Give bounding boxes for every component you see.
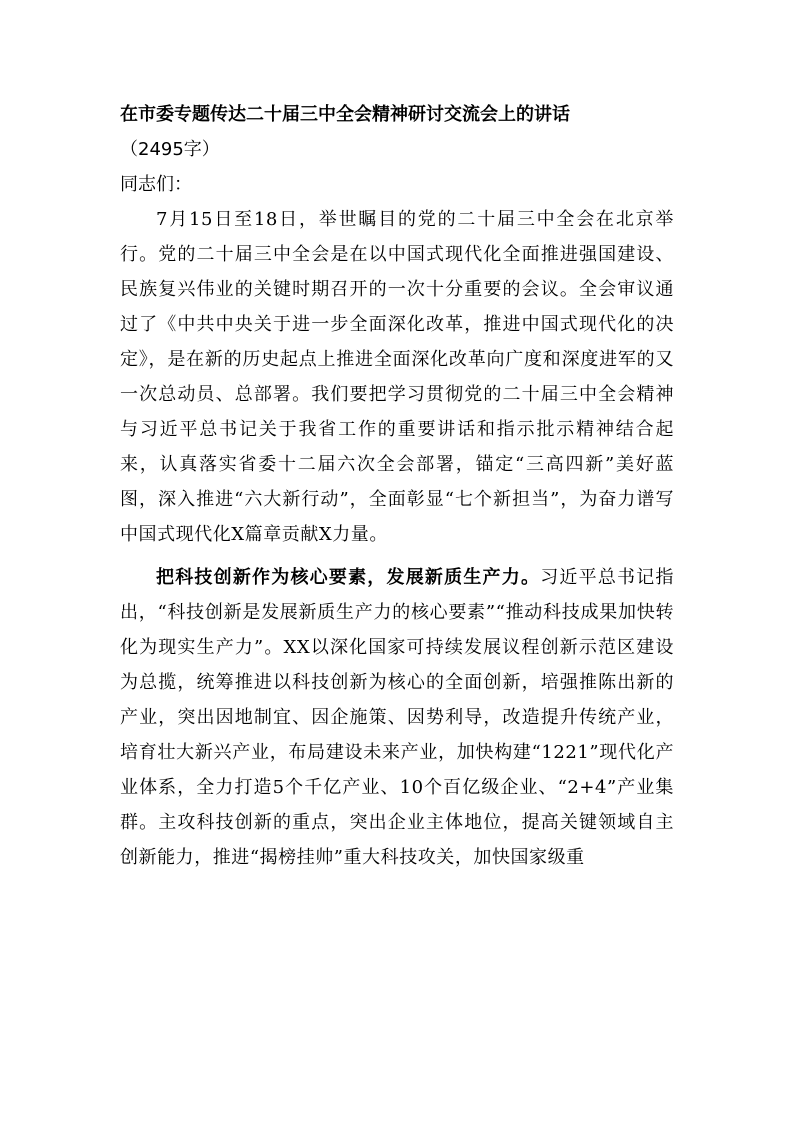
paragraph-lead: 把科技创新作为核心要素，发展新质生产力。 (156, 567, 541, 588)
paragraph-text: 习近平总书记指出，“科技创新是发展新质生产力的核心要素”“推动科技成果加快转化为现实生产力”。XX以深化国家可持续发展议程创新示范区建设为总揽，统筹推进以科技创新为核心的全面创新，培强推陈出新的产业，突出因地制宜、因企施策、因势利导，改造提升传统产业，培育壮大新兴产业，布局建设未来产业，加快构建“1221”现代化产业体系，全力打造5个千亿产业、10个百亿级企业、“2+4”产业集群。主攻科技创新的重点，突出企业主体地位，提高关键领域自主创新能力，推进“揭榜挂帅”重大科技攻关，加快国家级重 (120, 567, 674, 868)
document-title (120, 97, 674, 167)
word-count: （2495字） (120, 139, 220, 160)
document-page (120, 97, 674, 875)
paragraph-intro (120, 202, 674, 552)
paragraph-text: 7月15日至18日，举世瞩目的党的二十届三中全会在北京举行。党的二十届三中全会是在以中国式现代化全面推进强国建设、民族复兴伟业的关键时期召开的一次十分重要的会议。全会审议通过了《中共中央关于进一步全面深化改革，推进中国式现代化的决定》，是在新的历史起点上推进全面深化改革向广度和深度进军的又一次总动员、总部署。我们要把学习贯彻党的二十届三中全会精神与习近平总书记关于我省工作的重要讲话和指示批示精神结合起来，认真落实省委十二届六次全会部署，锚定“三高四新”美好蓝图，深入推进“六大新行动”，全面彰显“七个新担当”，为奋力谱写中国式现代化X篇章贡献X力量。 (120, 209, 674, 545)
salutation: 同志们： (120, 174, 192, 195)
paragraph-tech-innovation (120, 560, 674, 875)
title-text: 在市委专题传达二十届三中全会精神研讨交流会上的讲话 (120, 104, 570, 125)
